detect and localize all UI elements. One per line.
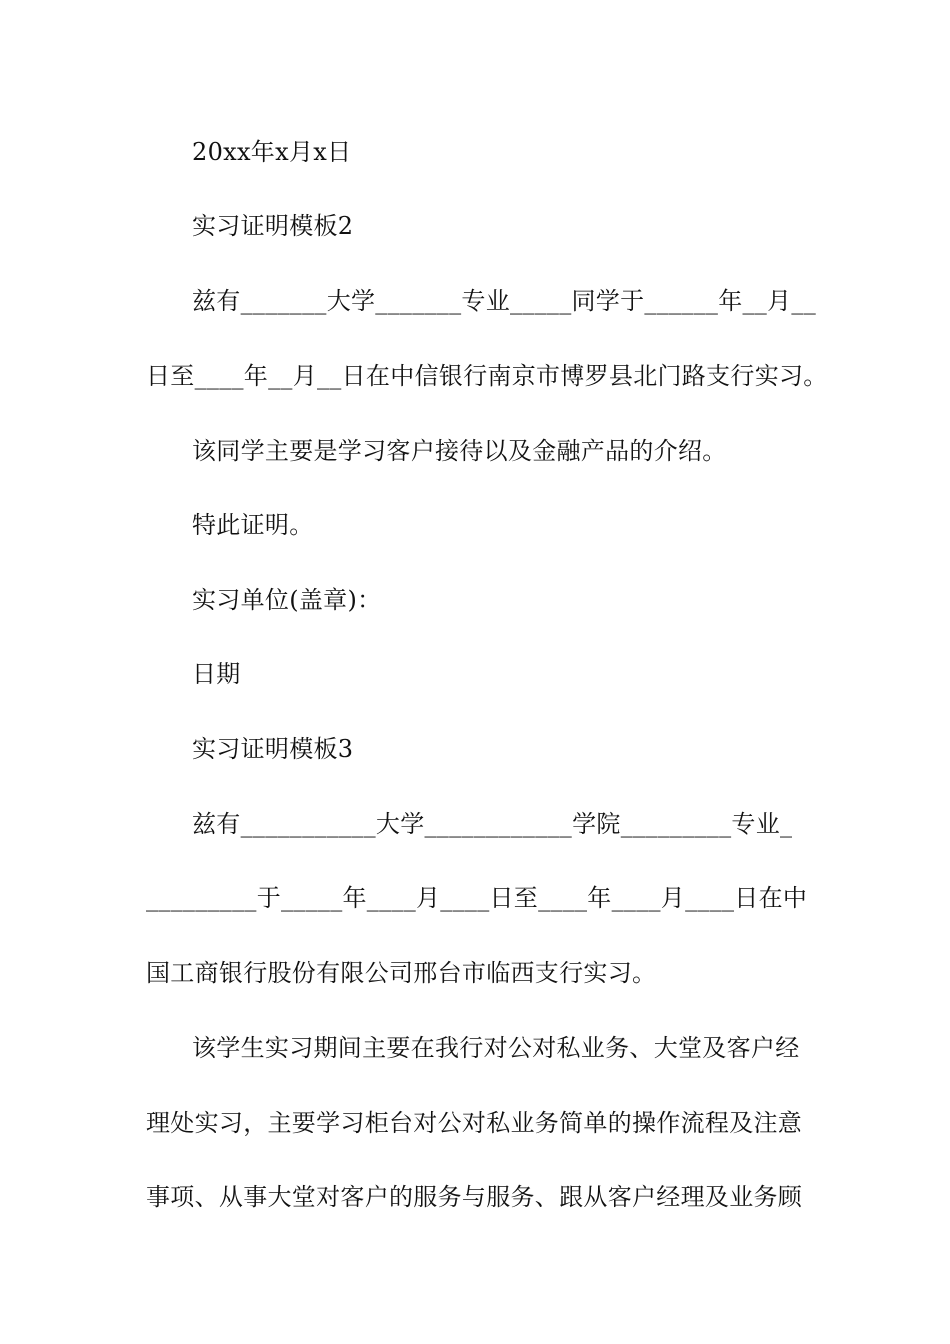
template-2-paragraph-line-2: 日至____年__月__日在中信银行南京市博罗县北门路支行实习。 (146, 362, 828, 390)
template-3-duties-line-3: 事项、从事大堂对客户的服务与服务、跟从客户经理及业务顾 (146, 1183, 803, 1211)
template-3-paragraph-line-2: _________于_____年____月____日至____年____月____日在中 (146, 884, 808, 912)
template-2-paragraph-line-1: 兹有_______大学_______专业_____同学于______年__月__ (192, 287, 816, 315)
internship-unit-seal-label: 实习单位(盖章)： (192, 586, 382, 614)
date-label: 日期 (192, 660, 241, 688)
certification-statement: 特此证明。 (192, 511, 314, 539)
template-2-title: 实习证明模板2 (192, 212, 354, 240)
template-3-duties-line-2: 理处实习，主要学习柜台对公对私业务简单的操作流程及注意 (146, 1109, 803, 1137)
template-3-title: 实习证明模板3 (192, 735, 354, 763)
template-3-duties-line-1: 该学生实习期间主要在我行对公对私业务、大堂及客户经 (192, 1034, 800, 1062)
date-line: 20xx年x月x日 (192, 138, 352, 166)
template-2-study-content: 该同学主要是学习客户接待以及金融产品的介绍。 (192, 437, 727, 465)
template-3-paragraph-line-1: 兹有___________大学____________学院_________专业_ (192, 810, 793, 838)
template-3-paragraph-line-3: 国工商银行股份有限公司邢台市临西支行实习。 (146, 959, 657, 987)
